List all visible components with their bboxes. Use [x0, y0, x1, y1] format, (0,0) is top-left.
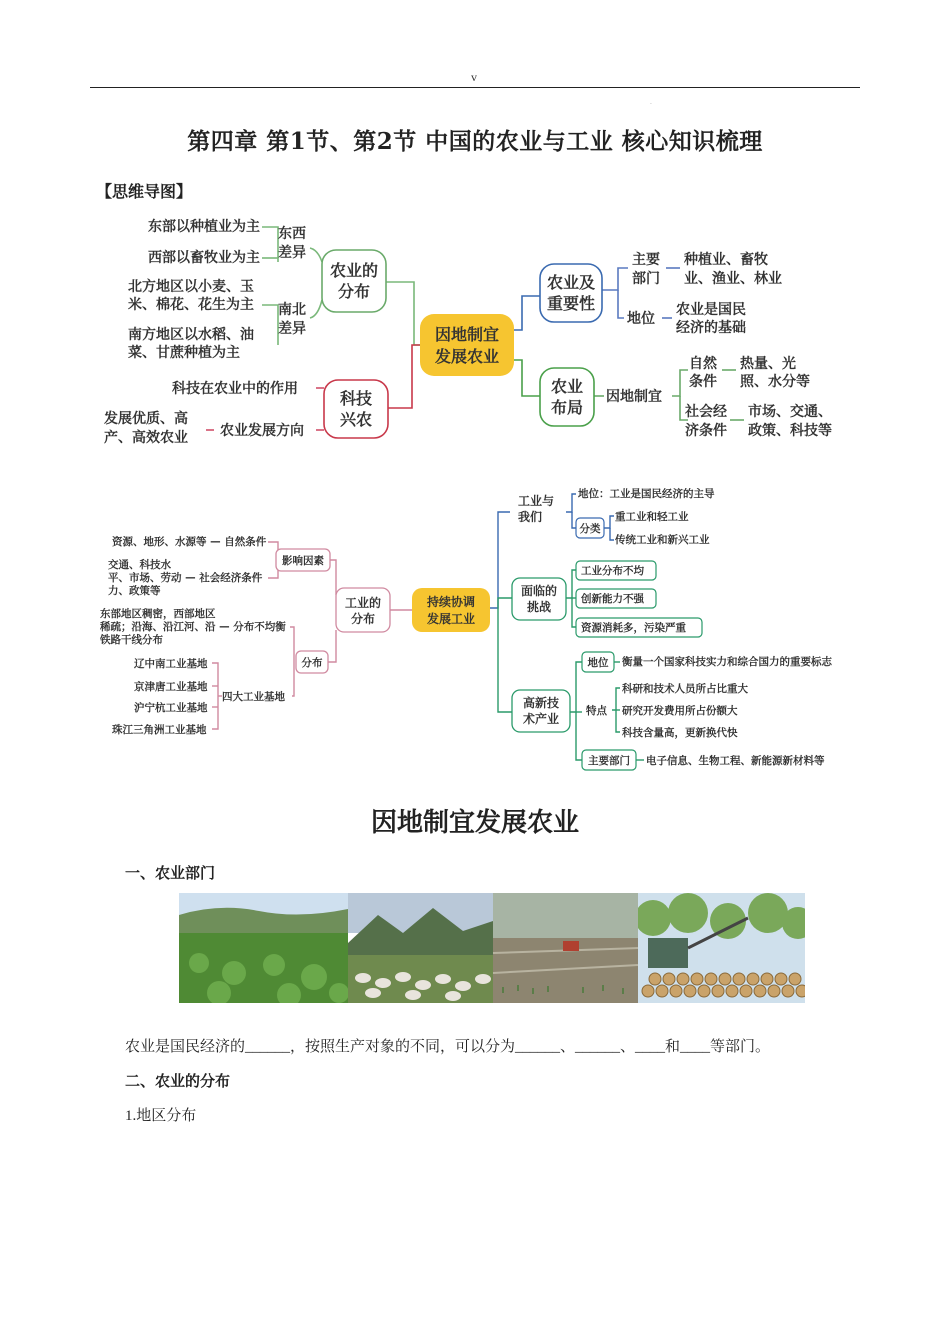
hightech-2: 术产业	[522, 712, 560, 726]
importance-2: 重要性	[546, 294, 596, 313]
social-2: 济条件	[685, 423, 727, 439]
subheading-region: 1.地区分布	[125, 1108, 197, 1124]
social-item-2: 政策、科技等	[748, 423, 832, 439]
ind-natural: 资源、地形、水源等 — 自然条件	[112, 536, 267, 548]
classify: 分类	[579, 523, 601, 535]
ind-factors: 影响因素	[282, 555, 324, 567]
agri-center-2: 发展农业	[434, 347, 500, 366]
ns-item-2a: 南方地区以水稻、油	[128, 327, 254, 343]
challenge-item-1: 工业分布不均	[581, 565, 644, 577]
dept-item-2: 业、渔业、林业	[684, 271, 782, 287]
ind-center-2: 发展工业	[426, 612, 476, 626]
page-title: 第四章 第1节、第2节 中国的农业与工业 核心知识梳理	[187, 128, 763, 155]
dist-label-2: 分布	[337, 282, 371, 301]
header-dot: .	[650, 99, 652, 106]
bases-label: 四大工业基地	[222, 691, 285, 703]
classify-1: 重工业和轻工业	[615, 511, 689, 523]
ns-item-1b: 米、棉花、花生为主	[128, 297, 254, 313]
photo-sheep	[348, 893, 493, 1003]
ind-social-2: 平、市场、劳动 — 社会经济条件	[108, 572, 263, 584]
ns-label-2: 差异	[278, 321, 306, 337]
position-item-2: 经济的基础	[676, 320, 746, 336]
feature-1: 科研和技术人员所占比重大	[622, 683, 748, 695]
us-position: 地位：工业是国民经济的主导	[578, 488, 715, 500]
dept-item-1: 种植业、畜牧	[684, 252, 768, 268]
base-4: 珠江三角洲工业基地	[112, 724, 207, 736]
photo-paddy	[493, 893, 638, 1003]
uneven-1: 东部地区稠密，西部地区	[100, 608, 216, 620]
ns-item-2b: 菜、甘蔗种植为主	[128, 345, 240, 361]
heading-agri-dept: 一、农业部门	[125, 864, 216, 882]
uneven-3: 铁路干线分布	[100, 634, 163, 646]
social-item-1: 市场、交通、	[748, 404, 832, 420]
photo-farmland	[179, 893, 348, 1003]
main-dept: 主要部门	[588, 755, 630, 767]
us-2: 我们	[518, 510, 543, 524]
dist-label-1: 农业的	[329, 261, 379, 280]
tech-sub-1: 发展优质、高	[104, 411, 188, 427]
section-title: 因地制宜发展农业	[370, 808, 579, 838]
dept-2: 部门	[632, 271, 660, 287]
feature: 特点	[586, 705, 607, 717]
layout-item: 因地制宜	[606, 389, 662, 405]
natural-2: 条件	[689, 374, 717, 390]
main-dept-item: 电子信息、生物工程、新能源新材料等	[646, 755, 825, 767]
uneven-2: 稀疏；沿海、沿江河、沿 — 分布不均衡	[100, 621, 286, 633]
photo-forestry	[638, 893, 805, 1003]
challenge-1: 面临的	[520, 584, 558, 598]
tech-item-1: 科技在农业中的作用	[172, 381, 298, 397]
natural-item-2: 照、水分等	[740, 374, 810, 390]
ew-item-2: 西部以畜牧业为主	[148, 250, 260, 266]
tech-label-1: 科技	[339, 389, 373, 408]
ew-label-1: 东西	[278, 226, 306, 242]
layout-2: 布局	[550, 398, 584, 417]
ind-distribution: 分布	[301, 657, 323, 669]
agri-center-1: 因地制宜	[434, 325, 500, 344]
tech-sub-2: 产、高效农业	[104, 430, 188, 446]
natural-item-1: 热量、光	[740, 356, 796, 372]
position-label: 地位	[627, 311, 655, 327]
classify-2: 传统工业和新兴工业	[615, 534, 710, 546]
base-3: 沪宁杭工业基地	[134, 702, 208, 714]
base-2: 京津唐工业基地	[134, 681, 208, 693]
tech-item-2: 农业发展方向	[220, 423, 304, 439]
tech-label-2: 兴农	[339, 410, 373, 429]
social-1: 社会经	[685, 404, 727, 420]
layout-1: 农业	[550, 377, 584, 396]
challenge-item-2: 创新能力不强	[581, 593, 644, 605]
dept-1: 主要	[632, 252, 660, 268]
importance-1: 农业及	[546, 273, 596, 292]
ind-social-3: 力、政策等	[108, 585, 161, 597]
us-1: 工业与	[518, 494, 555, 508]
ind-dist-2: 分布	[350, 612, 376, 626]
mindmap-label: 【思维导图】	[96, 182, 193, 201]
base-1: 辽中南工业基地	[134, 658, 208, 670]
heading-agri-dist: 二、农业的分布	[125, 1072, 231, 1090]
challenge-2: 挑战	[526, 600, 552, 614]
paragraph-fill-blank: 农业是国民经济的______，按照生产对象的不同，可以分为______、______、____和____等部门。	[125, 1039, 771, 1055]
feature-3: 科技含量高，更新换代快	[622, 727, 738, 739]
ht-position-item: 衡量一个国家科技实力和综合国力的重要标志	[622, 656, 832, 668]
ns-item-1a: 北方地区以小麦、玉	[128, 279, 254, 295]
ind-dist-1: 工业的	[344, 596, 382, 610]
ind-center-1: 持续协调	[426, 595, 476, 609]
ind-social-1: 交通、科技水	[108, 559, 171, 571]
position-item-1: 农业是国民	[676, 302, 746, 318]
ew-item-1: 东部以种植业为主	[148, 219, 260, 235]
ns-label-1: 南北	[278, 302, 306, 318]
ht-position: 地位	[587, 657, 609, 669]
feature-2: 研究开发费用所占份额大	[622, 705, 738, 717]
ew-label-2: 差异	[278, 245, 306, 261]
natural-1: 自然	[689, 356, 717, 372]
challenge-item-3: 资源消耗多，污染严重	[581, 622, 686, 634]
header-mark: v	[471, 70, 477, 84]
hightech-1: 高新技	[522, 696, 560, 710]
